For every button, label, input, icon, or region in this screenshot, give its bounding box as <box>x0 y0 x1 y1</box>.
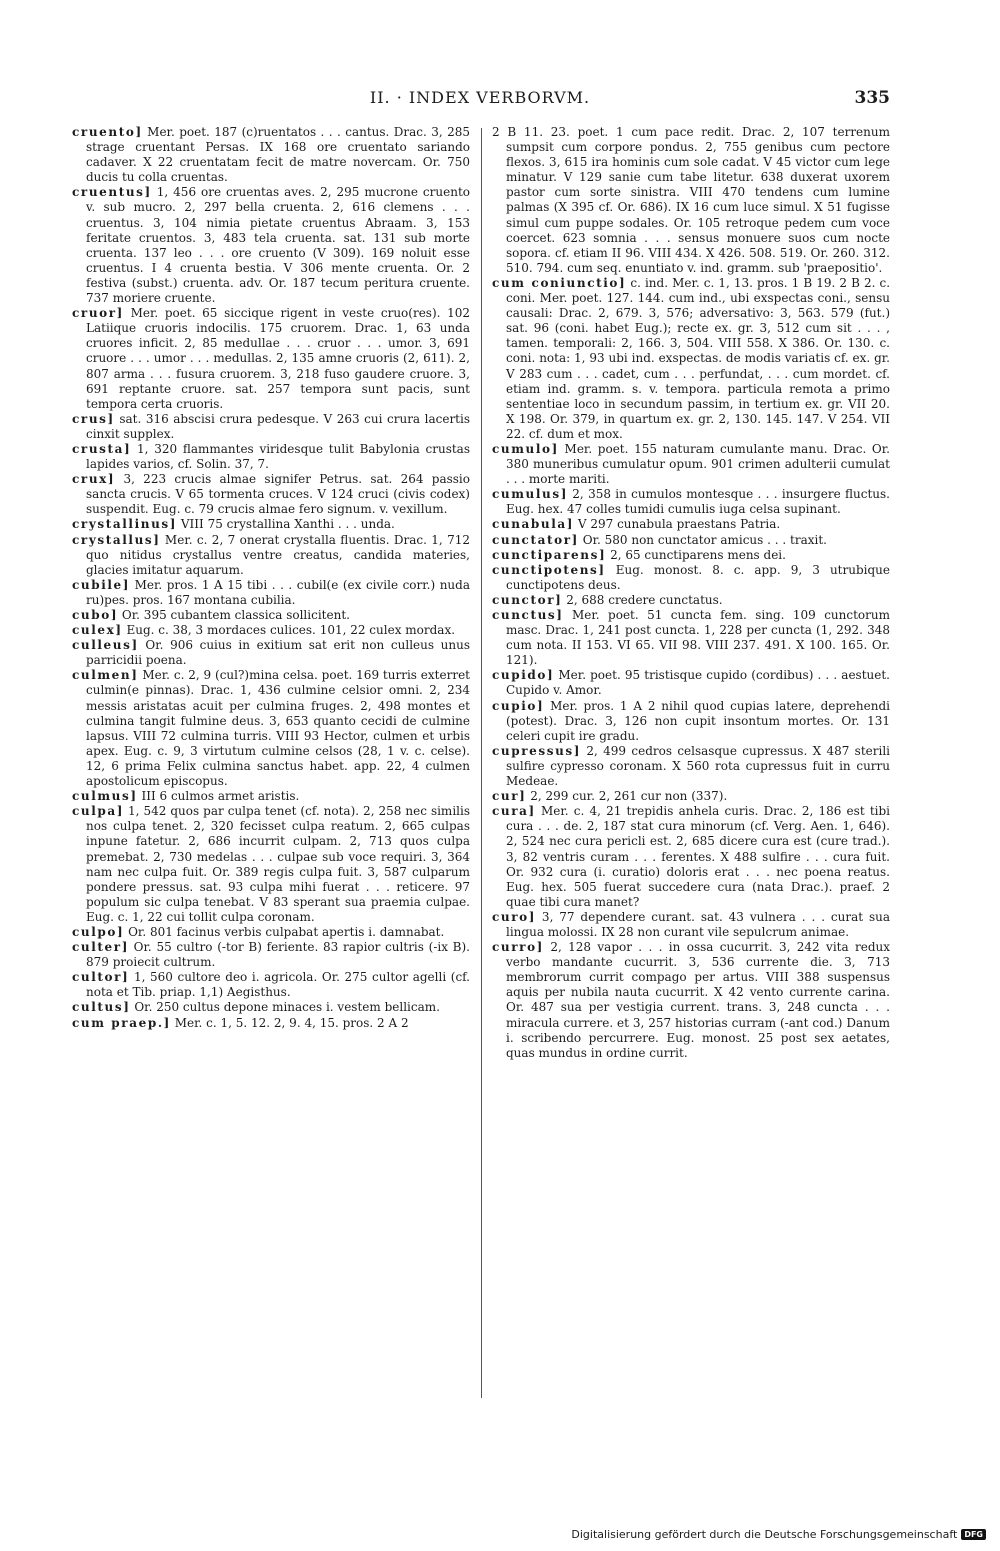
entry-lemma: cupressus] <box>492 743 582 758</box>
index-entry <box>492 910 890 940</box>
entry-lemma: cumulus] <box>492 487 568 502</box>
running-title: II. · INDEX VERBORVM. <box>369 88 591 107</box>
index-entry <box>492 276 890 442</box>
entry-lemma: cunctator] <box>492 532 579 547</box>
entry-text: V 297 cunabula praestans Patria. <box>574 517 781 532</box>
index-entry <box>72 442 470 472</box>
index-entry <box>72 1000 470 1015</box>
index-entry <box>492 744 890 789</box>
entry-text: Mer. pros. 1 A 2 nihil quod cupias latere, deprehendi (potest). Drac. 3, 126 non cupit insontum mortes. Or. 131 celeri cupit ire gradu. <box>506 698 890 743</box>
entry-text: 2, 358 in cumulos montesque . . . insurgere fluctus. Eug. hex. 47 colles tumidi cumulis iuga celsa supinant. <box>506 487 890 517</box>
index-entry <box>492 487 890 517</box>
entry-text: Or. 395 cubantem classica sollicitent. <box>118 608 350 622</box>
index-entry <box>492 608 890 668</box>
index-entry <box>492 668 890 698</box>
entry-text: 1, 456 ore cruentas aves. 2, 295 mucrone cruento v. sub mucro. 2, 297 bella cruenta. 2, 616 clemens . . . cruentus. 3, 104 nimia pietate cruentus Abraam. 3, 153 feritate cruentos. 3, 483 tela cruenta. sat. 131 sub morte cruenta. 137 leo . . . ore cruento (V 309). 169 noluit esse cruentus. I 4 cruenta bestia. V 306 mente cruenta. Or. 2 festiva (subst.) cruenta. adv. Or. 187 tecum peritura cruente. 737 moriere cruente. <box>86 185 470 306</box>
entry-lemma: cunctor] <box>492 592 563 607</box>
entry-lemma: curo] <box>492 909 537 924</box>
entry-lemma: cunctus] <box>492 608 564 622</box>
entry-text: 2 B 11. 23. poet. 1 cum pace redit. Drac. 2, 107 terrenum sumpsit cum corpore pondus. 2, 755 genibus cum pectore flexos. 3, 615 ira hominis cum sole cadat. V 45 victor cum lege minatur. V 129 sanie cum tabe litetur. 638 duxerat uxorem pastor cum sorte sinistra. VIII 470 tendens cum lumine palmas (X 395 cf. Or. 686). IX 16 cum luce simul. X 51 fugisse simul cum puppe sodales. Or. 105 retroque pedem cum voce coercet. 623 somnia . . . sensus monuere suos cum nocte sopora. cf. etiam II 96. VIII 434. X 426. 508. 519. Or. 260. 312. 510. 794. cum seq. enuntiato v. ind. gramm. sub 'praepositio'. <box>492 125 890 275</box>
dfg-logo: DFG <box>961 1529 986 1540</box>
entry-lemma: cruor] <box>72 306 124 321</box>
index-entry <box>492 442 890 487</box>
page-number: 335 <box>854 88 890 108</box>
footer-text: Digitalisierung gefördert durch die Deutsche Forschungsgemeinschaft <box>571 1528 958 1541</box>
index-entry <box>72 517 470 532</box>
entry-text: Mer. c. 1, 5. 12. 2, 9. 4, 15. pros. 2 A 2 <box>170 1015 409 1030</box>
index-entry <box>492 533 890 548</box>
entry-lemma: cruentus] <box>72 185 152 200</box>
entry-lemma: cubile] <box>72 577 131 592</box>
entry-text: 2, 299 cur. 2, 261 cur non (337). <box>526 789 728 804</box>
index-entry <box>72 1016 470 1031</box>
entry-lemma: crus] <box>72 411 115 426</box>
entry-text: 3, 223 crucis almae signifer Petrus. sat. 264 passio sancta crucis. V 65 tormenta cruces. V 124 cruci (civis codex) suspendit. Eug. c. 79 crucis almae fero signum. v. vexillum. <box>86 472 470 517</box>
entry-lemma: culmen] <box>72 668 139 683</box>
right-column <box>492 125 890 1061</box>
entry-text: 1, 542 quos par culpa tenet (cf. nota). 2, 258 nec similis nos culpa tenet. 2, 320 fecisset culpa reatum. 2, 665 culpas inpune fatetur. 2, 686 incurrit culpam. 2, 713 quos culpa premebat. 2, 730 medelas . . . culpae sub voce requiri. 3, 364 nam nec culpa fuit. Or. 389 regis culpa fuit. 3, 587 culparum pondere pressus. sat. 93 culpa mihi fuerat . . . reticere. 97 populum sic culpa tenebat. V 83 sperant sua praemia culpae. Eug. c. 1, 22 cui tollit culpa coronam. <box>86 804 470 924</box>
entry-lemma: cubo] <box>72 608 119 622</box>
index-entry <box>72 412 470 442</box>
entry-lemma: crystallus] <box>72 532 161 547</box>
entry-text: Mer. poet. 155 naturam cumulante manu. Drac. Or. 380 muneribus cumulatur opum. 901 crimen adulterii cumulat . . . morte mariti. <box>506 441 890 487</box>
index-entry <box>492 125 890 276</box>
entry-lemma: culleus] <box>72 638 139 653</box>
entry-lemma: culpa] <box>72 804 125 819</box>
index-entry <box>72 472 470 517</box>
entry-lemma: culmus] <box>72 789 138 804</box>
entry-text: sat. 316 abscisi crura pedesque. V 263 cui crura lacertis cinxit supplex. <box>86 411 470 441</box>
entry-text: 2, 499 cedros celsasque cupressus. X 487 sterili sulfire cypresso coronam. X 560 rota cupressus fuit in curru Medeae. <box>506 743 890 789</box>
index-entry <box>492 789 890 804</box>
entry-lemma: curro] <box>492 940 544 955</box>
entry-text: Or. 580 non cunctator amicus . . . traxit. <box>578 532 827 547</box>
index-entry <box>72 185 470 306</box>
entry-text: Mer. poet. 51 cuncta fem. sing. 109 cunctorum masc. Drac. 1, 241 post cuncta. 1, 228 per cuncta (1, 292. 348 cum nota. II 153. VI 65. VII 98. VIII 237. 491. X 100. 165. Or. 121). <box>506 608 890 668</box>
entry-lemma: cupido] <box>492 668 555 683</box>
index-entry <box>492 517 890 532</box>
entry-text: Mer. c. 2, 9 (cul?)mina celsa. poet. 169 turris exterret culmin(e pinnas). Drac. 1, 436 culmine celsior omni. 2, 234 messis aristatas acuit per culmina fruges. 2, 498 montes et culmina tangit fulmine deus. 3, 653 quanto cecidi de culmine lapsus. VIII 72 culmina turris. VIII 93 Hector, culmen et urbis apex. Eug. c. 9, 3 virtutum culmine celsos (28, 1 v. c. celse). 12, 6 prima Felix culmina sanctus habet. app. 22, 4 culmen apostolicum episcopus. <box>86 668 470 789</box>
index-entry <box>72 306 470 412</box>
index-entry <box>72 533 470 578</box>
entry-lemma: crusta] <box>72 441 132 456</box>
left-column <box>72 125 470 1031</box>
entry-text: Or. 55 cultro (-tor B) feriente. 83 rapior cultris (-ix B). 879 proiecit cultrum. <box>86 940 470 970</box>
entry-text: Mer. pros. 1 A 15 tibi . . . cubil(e (ex civile corr.) nuda ru)pes. pros. 167 montana cubilia. <box>86 577 470 607</box>
index-entry <box>72 623 470 638</box>
entry-lemma: cum coniunctio] <box>492 275 627 290</box>
entry-text: Eug. c. 38, 3 mordaces culices. 101, 22 culex mordax. <box>122 623 456 638</box>
entry-lemma: cupio] <box>492 698 545 713</box>
entry-text: Mer. c. 4, 21 trepidis anhela curis. Drac. 2, 186 est tibi cura . . . de. 2, 187 stat cura minorum (cf. Verg. Aen. 1, 646). 2, 524 nec cura pericli est. 2, 685 dicere cura est (cure trad.). 3, 82 ventris curam . . . ferentes. X 488 sulfire . . . cura fuit. Or. 932 cura (i. curatio) doloris erat . . . nec poena reatus. Eug. hex. 505 fuerat succedere cura (nata Drac.). praef. 2 quae tibi cura manet? <box>506 804 890 909</box>
page-header <box>70 88 890 110</box>
entry-lemma: cum praep.] <box>72 1015 171 1030</box>
index-entry <box>72 925 470 940</box>
entry-text: 2, 128 vapor . . . in ossa cucurrit. 3, 242 vita redux verbo mandante cucurrit. 3, 536 currente die. 3, 713 membrorum currit compago per artus. VIII 388 suspensus aquis per nubila nauta cucurrit. X 42 vento currente carina. Or. 487 sua per vestigia current. trans. 3, 248 cuncta . . . miracula currere. et 3, 257 historias curram (-ant cod.) Danum i. scribendo percurrere. Eug. monost. 25 post sex aetates, quas mundus in ordine currit. <box>506 940 890 1060</box>
entry-lemma: cura] <box>492 804 536 819</box>
entry-text: Eug. monost. 8. c. app. 9, 3 utrubique cunctipotens deus. <box>506 562 890 592</box>
entry-text: Mer. poet. 65 siccique rigent in veste cruo(res). 102 Latiique cruoris indocilis. 175 cruorem. Drac. 1, 63 unda cruores inficit. 2, 85 medullae . . . cruor . . . umor. 3, 691 cruore . . . umor . . . medullas. 2, 135 amne cruoris (2, 611). 2, 807 arma . . . fusura cruorem. 3, 218 fuso gaudere cruore. 3, 691 reptante cruore. sat. 257 tempora sunt pacis, sunt tempora certa cruoris. <box>86 306 470 411</box>
entry-lemma: culter] <box>72 940 129 955</box>
entry-text: Or. 250 cultus depone minaces i. vestem bellicam. <box>130 1000 440 1015</box>
index-entry <box>72 668 470 789</box>
entry-lemma: cruento] <box>72 125 143 139</box>
entry-lemma: crux] <box>72 472 116 487</box>
entry-lemma: cultor] <box>72 970 130 985</box>
entry-text: Or. 906 cuius in exitium sat erit non culleus unus parricidii poena. <box>86 638 470 668</box>
entry-text: 1, 560 cultore deo i. agricola. Or. 275 cultor agelli (cf. nota et Tib. priap. 1,1) Aegisthus. <box>86 970 470 1000</box>
entry-text: 2, 65 cunctiparens mens dei. <box>606 547 786 562</box>
index-entry <box>72 608 470 623</box>
column-divider <box>481 128 482 1398</box>
entry-lemma: crystallinus] <box>72 517 178 532</box>
index-entry <box>72 125 470 185</box>
entry-lemma: cunctipotens] <box>492 562 606 577</box>
index-entry <box>72 638 470 668</box>
entry-text: 2, 688 credere cunctatus. <box>562 592 723 607</box>
entry-text: c. ind. Mer. c. 1, 13. pros. 1 B 19. 2 B 2. c. coni. Mer. poet. 127. 144. cum ind., ubi exspectas coni., sensu causali: Drac. 2, 679. 3, 576; adversativo: 3, 563. 579 (fut.) sat. 96 (coni. habet Eug.); recte ex. gr. 3, 512 cum sit . . . , tamen. temporali: 2, 166. 3, 504. VIII 558. X 386. Or. 130. c. coni. nota: 1, 93 ubi ind. exspectas. de modis variatis cf. ex. gr. V 283 cum . . . cadet, cum . . . perfundat, . . . cum mordet. cf. etiam ind. gramm. s. v. tempora. particula remota a primo sententiae loco in secundum passim, in tertium ex. gr. VII 20. X 198. Or. 379, in quartum ex. gr. 2, 130. 145. 147. V 254. VII 22. cf. dum et mox. <box>506 275 891 441</box>
index-entry <box>492 548 890 563</box>
index-entry <box>72 789 470 804</box>
index-entry <box>492 804 890 910</box>
entry-lemma: cumulo] <box>492 441 559 456</box>
entry-lemma: cunctiparens] <box>492 547 607 562</box>
index-entry <box>72 940 470 970</box>
entry-lemma: cur] <box>492 789 527 804</box>
index-entry <box>492 940 890 1061</box>
entry-lemma: cunabula] <box>492 517 575 532</box>
entry-lemma: culpo] <box>72 924 125 939</box>
entry-text: Mer. poet. 187 (c)ruentatos . . . cantus. Drac. 3, 285 strage cruentant Persas. IX 168 ore cruentato sariando cadaver. X 22 cruentatam fecit de matre novercam. Or. 750 ducis tu colla cruentas. <box>86 125 470 185</box>
index-entry <box>72 578 470 608</box>
entry-text: III 6 culmos armet aristis. <box>137 789 300 804</box>
entry-text: 1, 320 flammantes viridesque tulit Babylonia crustas lapides varios, cf. Solin. 37, 7. <box>86 441 470 472</box>
index-entry <box>492 593 890 608</box>
index-entry <box>72 804 470 925</box>
index-entry <box>492 699 890 744</box>
footer-credit <box>571 1528 986 1541</box>
index-entry <box>492 563 890 593</box>
entry-lemma: culex] <box>72 623 123 638</box>
index-entry <box>72 970 470 1000</box>
entry-text: VIII 75 crystallina Xanthi . . . unda. <box>177 517 395 532</box>
entry-text: Mer. poet. 95 tristisque cupido (cordibus) . . . aestuet. Cupido v. Amor. <box>506 668 890 698</box>
entry-text: 3, 77 dependere curant. sat. 43 vulnera . . . curat sua lingua molossi. IX 28 non curant vile sepulcrum animae. <box>506 909 890 939</box>
entry-text: Mer. c. 2, 7 onerat crystalla fluentis. Drac. 1, 712 quo nitidus crystallus ventre creatus, candida materies, glacies imitatur aquarum. <box>86 532 470 577</box>
entry-text: Or. 801 facinus verbis culpabat apertis i. damnabat. <box>124 924 445 939</box>
entry-lemma: cultus] <box>72 1000 131 1015</box>
